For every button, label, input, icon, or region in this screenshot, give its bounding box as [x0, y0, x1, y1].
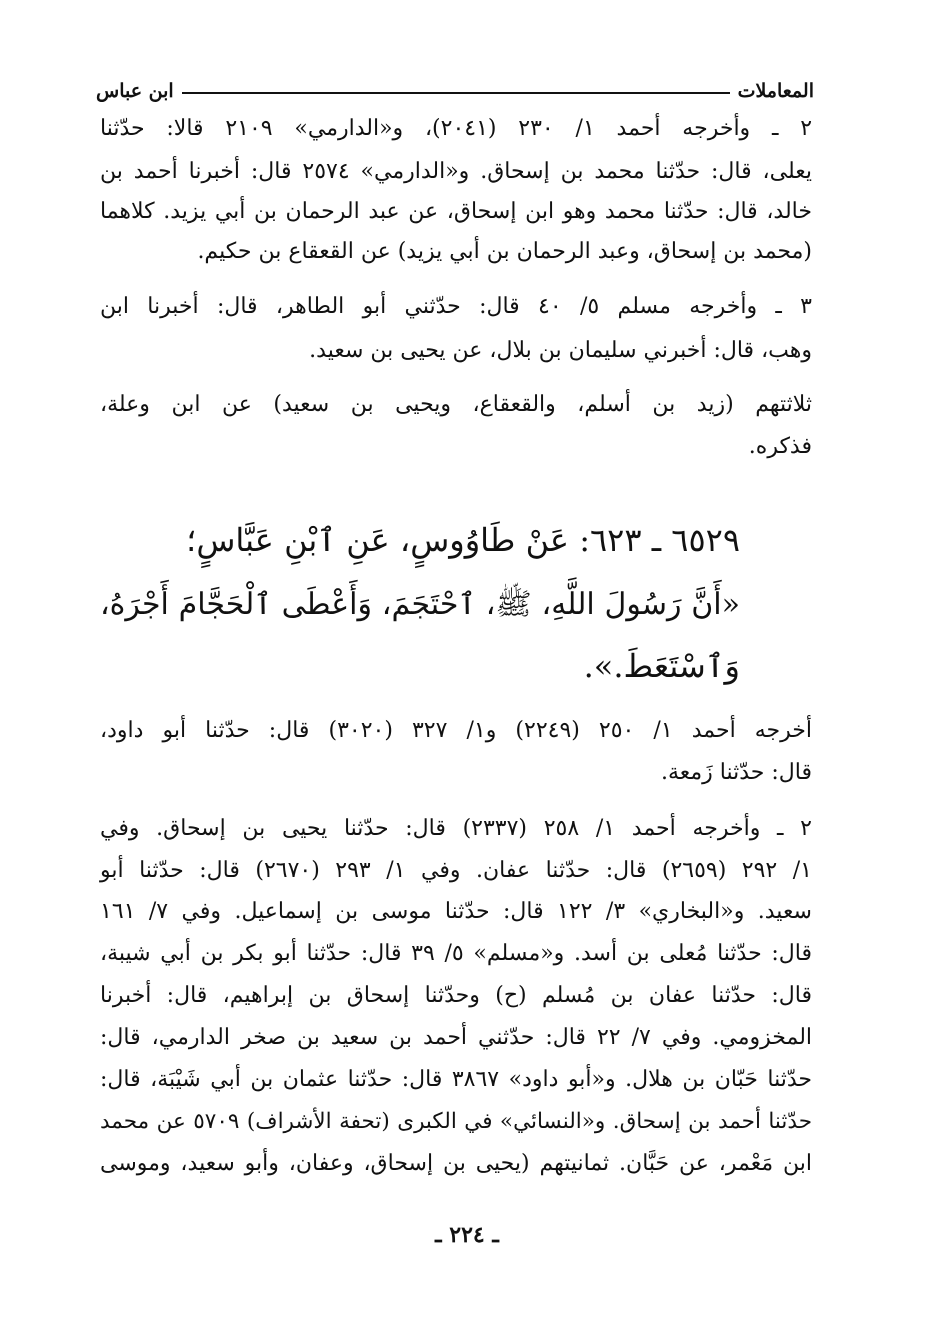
text-line: ٢ ـ وأخرجه أحمد ١/ ٢٣٠ (٢٠٤١)، و«الدارمي» ٢١٠٩ قالا: حدّثنا [100, 116, 813, 141]
hadith-isnad-line: ٦٥٢٩ ـ ٦٢٣: عَنْ طَاوُوسٍ، عَنِ ٱبْنِ عَبَّاسٍ؛ [186, 521, 740, 559]
hadith-matn-line: وَٱسْتَعَطَ.». [583, 647, 740, 685]
text-line: ثلاثتهم (زيد بن أسلم، والقعقاع، ويحيى بن سعيد) عن ابن وعلة، [100, 392, 812, 417]
text-line: وهب، قال: أخبرني سليمان بن بلال، عن يحيى بن سعيد. [309, 338, 812, 363]
text-line: قال: حدّثنا عفان بن مُسلم (ح) وحدّثنا إسحاق بن إبراهيم، قال: أخبرنا [100, 983, 812, 1008]
header-section-title: المعاملات [737, 80, 814, 102]
text-line: خالد، قال: حدّثنا محمد وهو ابن إسحاق، عن عبد الرحمان بن أبي يزيد. كلاهما [100, 199, 812, 224]
hadith-matn-line: «أَنَّ رَسُولَ اللَّهِ، ﷺ، ٱحْتَجَمَ، وَأَعْطَى ٱلْحَجَّامَ أَجْرَهُ، [100, 587, 740, 622]
paragraph-ahmad-takhrij [100, 710, 812, 794]
running-header [96, 62, 814, 102]
text-line: يعلى، قال: حدّثنا محمد بن إسحاق. و«الدارمي» ٢٥٧٤ قال: أخبرنا أحمد بن [100, 159, 812, 184]
paragraph-summary [100, 384, 812, 468]
text-line: ٣ ـ وأخرجه مسلم ٥/ ٤٠ قال: حدّثني أبو الطاهر، قال: أخبرنا ابن [100, 294, 812, 319]
text-line: أخرجه أحمد ١/ ٢٥٠ (٢٢٤٩) و١/ ٣٢٧ (٣٠٢٠) قال: حدّثنا أبو داود، [100, 718, 812, 743]
paragraph-ahmad-bukhari-muslim [100, 808, 812, 1185]
header-rule [182, 92, 730, 94]
text-line: قال: حدّثنا زَمعة. [660, 760, 812, 785]
text-line: ١/ ٢٩٢ (٢٦٥٩) قال: حدّثنا عفان. وفي ١/ ٢٩٣ (٢٦٧٠) قال: حدّثنا أبو [100, 858, 812, 883]
text-line: ٢ ـ وأخرجه أحمد ١/ ٢٥٨ (٢٣٣٧) قال: حدّثنا يحيى بن إسحاق. وفي [100, 816, 812, 841]
text-line: المخزومي. وفي ٧/ ٢٢ قال: حدّثني أحمد بن سعيد بن صخر الدارمي، قال: [100, 1025, 813, 1050]
text-line: سعيد. و«البخاري» ٣/ ١٢٢ قال: حدّثنا موسى بن إسماعيل. وفي ٧/ ١٦١ [100, 899, 812, 924]
hadith-text [100, 508, 740, 694]
text-line: (محمد بن إسحاق، وعبد الرحمان بن أبي يزيد) عن القعقاع بن حكيم. [197, 239, 812, 264]
paragraph-ahmad-darimi [100, 106, 812, 272]
header-chapter-title: ابن عباس [96, 80, 174, 102]
text-line: فذكره. [748, 434, 812, 459]
text-line: قال: حدّثنا مُعلى بن أسد. و«مسلم» ٥/ ٣٩ قال: حدّثنا أبو بكر بن أبي شيبة، [100, 941, 812, 966]
page-number: ـ ٢٢٤ ـ [435, 1222, 499, 1248]
text-line: ابن مَعْمر، عن حَبَّان. ثمانيتهم (يحيى بن إسحاق، وعفان، وأبو سعيد، وموسى [100, 1151, 812, 1176]
text-line: حدّثنا أحمد بن إسحاق. و«النسائي» في الكبرى (تحفة الأشراف) ٥٧٠٩ عن محمد [100, 1109, 812, 1134]
text-line: حدّثنا حَبّان بن هلال. و«أبو داود» ٣٨٦٧ قال: حدّثنا عثمان بن أبي شَيْبَة، قال: [100, 1067, 812, 1092]
paragraph-muslim [100, 285, 812, 373]
